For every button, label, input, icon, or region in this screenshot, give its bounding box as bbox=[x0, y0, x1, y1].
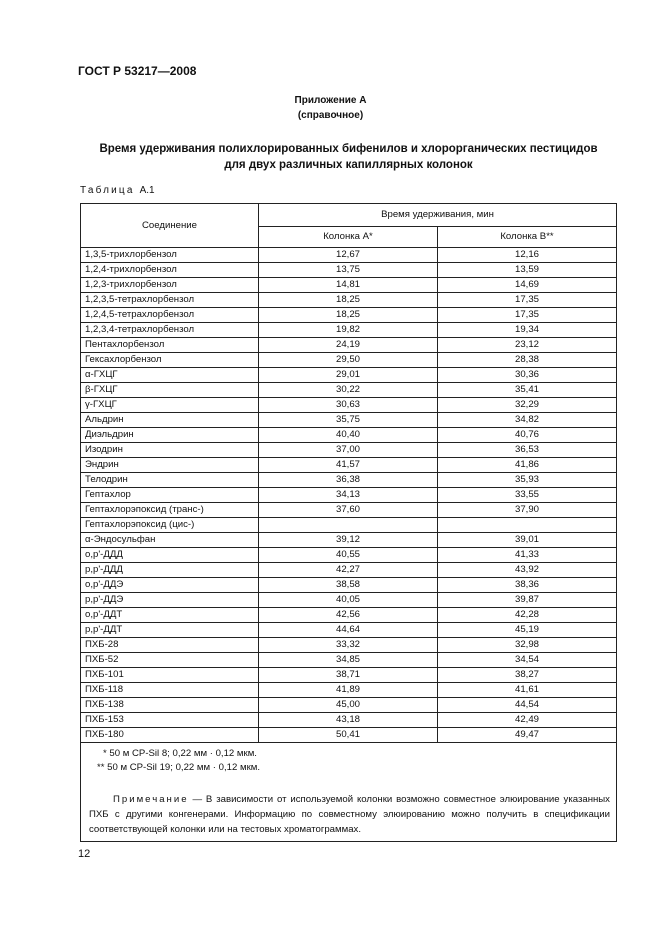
column-b-value: 34,82 bbox=[438, 413, 617, 428]
column-header-retention-time: Время удерживания, мин bbox=[259, 204, 617, 227]
column-b-value: 17,35 bbox=[438, 308, 617, 323]
column-b-value: 38,27 bbox=[438, 668, 617, 683]
table-row bbox=[81, 698, 617, 713]
compound-cell: о,р'-ДДД bbox=[81, 548, 259, 563]
column-b-value: 44,54 bbox=[438, 698, 617, 713]
compound-cell: р,р'-ДДЭ bbox=[81, 593, 259, 608]
column-b-value: 17,35 bbox=[438, 293, 617, 308]
table-row bbox=[81, 668, 617, 683]
column-b-value: 33,55 bbox=[438, 488, 617, 503]
table-label-prefix: Таблица bbox=[80, 185, 135, 196]
table-row bbox=[81, 653, 617, 668]
retention-time-table bbox=[80, 203, 617, 842]
column-a-value bbox=[259, 518, 438, 533]
column-a-value: 35,75 bbox=[259, 413, 438, 428]
column-a-value: 38,58 bbox=[259, 578, 438, 593]
compound-cell: 1,2,3-трихлорбензол bbox=[81, 278, 259, 293]
table-row bbox=[81, 683, 617, 698]
table-body bbox=[81, 248, 617, 743]
column-b-value: 36,53 bbox=[438, 443, 617, 458]
compound-cell: ПХБ-180 bbox=[81, 728, 259, 743]
table-row bbox=[81, 578, 617, 593]
table-row bbox=[81, 638, 617, 653]
table-row bbox=[81, 443, 617, 458]
column-b-value: 39,87 bbox=[438, 593, 617, 608]
table-row bbox=[81, 248, 617, 263]
column-a-value: 41,89 bbox=[259, 683, 438, 698]
compound-cell: ПХБ-101 bbox=[81, 668, 259, 683]
compound-cell: ПХБ-118 bbox=[81, 683, 259, 698]
compound-cell: р,р'-ДДТ bbox=[81, 623, 259, 638]
column-b-value: 42,28 bbox=[438, 608, 617, 623]
column-b-value: 45,19 bbox=[438, 623, 617, 638]
footnote-column-b: ** 50 м CP-Sil 19; 0,22 мм · 0,12 мкм. bbox=[97, 762, 261, 773]
table-row bbox=[81, 368, 617, 383]
compound-cell: 1,3,5-трихлорбензол bbox=[81, 248, 259, 263]
compound-cell: ПХБ-138 bbox=[81, 698, 259, 713]
column-b-value: 41,86 bbox=[438, 458, 617, 473]
column-b-value: 37,90 bbox=[438, 503, 617, 518]
table-row bbox=[81, 323, 617, 338]
compound-cell: Изодрин bbox=[81, 443, 259, 458]
compound-cell: Альдрин bbox=[81, 413, 259, 428]
column-b-value: 23,12 bbox=[438, 338, 617, 353]
compound-cell: р,р'-ДДД bbox=[81, 563, 259, 578]
column-a-value: 44,64 bbox=[259, 623, 438, 638]
column-a-value: 37,00 bbox=[259, 443, 438, 458]
column-a-value: 12,67 bbox=[259, 248, 438, 263]
compound-cell: о,р'-ДДЭ bbox=[81, 578, 259, 593]
column-b-value: 32,29 bbox=[438, 398, 617, 413]
column-a-value: 40,40 bbox=[259, 428, 438, 443]
column-b-value: 14,69 bbox=[438, 278, 617, 293]
table-row bbox=[81, 353, 617, 368]
column-a-value: 24,19 bbox=[259, 338, 438, 353]
compound-cell: Гептахлор bbox=[81, 488, 259, 503]
column-a-value: 30,63 bbox=[259, 398, 438, 413]
column-a-value: 39,12 bbox=[259, 533, 438, 548]
column-a-value: 19,82 bbox=[259, 323, 438, 338]
column-a-value: 14,81 bbox=[259, 278, 438, 293]
compound-cell: 1,2,4-трихлорбензол bbox=[81, 263, 259, 278]
standard-designation: ГОСТ Р 53217—2008 bbox=[78, 64, 197, 78]
compound-cell: Гептахлорэпоксид (цис-) bbox=[81, 518, 259, 533]
column-b-value: 38,36 bbox=[438, 578, 617, 593]
compound-cell: 1,2,4,5-тетрахлорбензол bbox=[81, 308, 259, 323]
column-header-column-a: Колонка А* bbox=[259, 227, 438, 248]
page-number: 12 bbox=[78, 848, 91, 860]
note-text: — В зависимости от используемой колонки возможно совместное элюирование указанных ПХБ с другими конгенерами. Информацию по совместному элюированию можно получить в спецификации соответствующей колонки или на тестовых хроматограммах. bbox=[89, 794, 610, 835]
column-a-value: 43,18 bbox=[259, 713, 438, 728]
column-b-value: 49,47 bbox=[438, 728, 617, 743]
column-header-column-b: Колонка В** bbox=[438, 227, 617, 248]
table-row bbox=[81, 548, 617, 563]
compound-cell: γ-ГХЦГ bbox=[81, 398, 259, 413]
table-footnotes bbox=[81, 743, 617, 842]
compound-cell: ПХБ-153 bbox=[81, 713, 259, 728]
column-b-value: 40,76 bbox=[438, 428, 617, 443]
table-row bbox=[81, 398, 617, 413]
column-b-value: 35,41 bbox=[438, 383, 617, 398]
compound-cell: Гексахлорбензол bbox=[81, 353, 259, 368]
compound-cell: Пентахлорбензол bbox=[81, 338, 259, 353]
column-b-value: 43,92 bbox=[438, 563, 617, 578]
document-title bbox=[80, 141, 617, 173]
table-row bbox=[81, 278, 617, 293]
column-b-value: 34,54 bbox=[438, 653, 617, 668]
column-b-value: 28,38 bbox=[438, 353, 617, 368]
column-a-value: 40,55 bbox=[259, 548, 438, 563]
column-a-value: 36,38 bbox=[259, 473, 438, 488]
column-a-value: 30,22 bbox=[259, 383, 438, 398]
table-row bbox=[81, 473, 617, 488]
column-b-value bbox=[438, 518, 617, 533]
annex-status: (справочное) bbox=[297, 110, 364, 121]
column-a-value: 42,56 bbox=[259, 608, 438, 623]
table-label bbox=[80, 185, 155, 196]
column-a-value: 42,27 bbox=[259, 563, 438, 578]
column-a-value: 29,01 bbox=[259, 368, 438, 383]
table-row bbox=[81, 488, 617, 503]
annex-title: Приложение А bbox=[294, 95, 367, 106]
compound-cell: 1,2,3,5-тетрахлорбензол bbox=[81, 293, 259, 308]
column-a-value: 29,50 bbox=[259, 353, 438, 368]
column-a-value: 13,75 bbox=[259, 263, 438, 278]
table-row bbox=[81, 293, 617, 308]
compound-cell: α-ГХЦГ bbox=[81, 368, 259, 383]
document-title-line-2: для двух различных капиллярных колонок bbox=[224, 159, 473, 171]
table-label-number: А.1 bbox=[139, 185, 155, 196]
table-row bbox=[81, 308, 617, 323]
column-b-value: 42,49 bbox=[438, 713, 617, 728]
column-b-value: 41,61 bbox=[438, 683, 617, 698]
compound-cell: β-ГХЦГ bbox=[81, 383, 259, 398]
compound-cell: Гептахлорэпоксид (транс-) bbox=[81, 503, 259, 518]
table-row bbox=[81, 413, 617, 428]
compound-cell: Эндрин bbox=[81, 458, 259, 473]
column-a-value: 37,60 bbox=[259, 503, 438, 518]
column-a-value: 18,25 bbox=[259, 293, 438, 308]
column-a-value: 40,05 bbox=[259, 593, 438, 608]
column-b-value: 39,01 bbox=[438, 533, 617, 548]
compound-cell: α-Эндосульфан bbox=[81, 533, 259, 548]
footnote-column-a: * 50 м CP-Sil 8; 0,22 мм · 0,12 мкм. bbox=[103, 748, 257, 759]
compound-cell: ПХБ-52 bbox=[81, 653, 259, 668]
column-b-value: 19,34 bbox=[438, 323, 617, 338]
column-a-value: 33,32 bbox=[259, 638, 438, 653]
compound-cell: 1,2,3,4-тетрахлорбензол bbox=[81, 323, 259, 338]
table-row bbox=[81, 503, 617, 518]
column-header-compound: Соединение bbox=[81, 204, 259, 248]
table-row bbox=[81, 338, 617, 353]
document-title-line-1: Время удерживания полихлорированных бифенилов и хлорорганических пестицидов bbox=[99, 143, 598, 155]
column-a-value: 18,25 bbox=[259, 308, 438, 323]
column-a-value: 41,57 bbox=[259, 458, 438, 473]
table-row bbox=[81, 593, 617, 608]
column-a-value: 38,71 bbox=[259, 668, 438, 683]
table-row bbox=[81, 428, 617, 443]
table-note bbox=[89, 792, 610, 837]
column-a-value: 45,00 bbox=[259, 698, 438, 713]
column-b-value: 30,36 bbox=[438, 368, 617, 383]
column-a-value: 34,85 bbox=[259, 653, 438, 668]
table-row bbox=[81, 608, 617, 623]
column-b-value: 13,59 bbox=[438, 263, 617, 278]
table-row bbox=[81, 563, 617, 578]
table-row bbox=[81, 728, 617, 743]
table-row bbox=[81, 383, 617, 398]
table-row bbox=[81, 533, 617, 548]
note-label: Примечание bbox=[113, 794, 189, 805]
compound-cell: о,р'-ДДТ bbox=[81, 608, 259, 623]
column-b-value: 41,33 bbox=[438, 548, 617, 563]
compound-cell: Диэльдрин bbox=[81, 428, 259, 443]
column-b-value: 12,16 bbox=[438, 248, 617, 263]
table-row bbox=[81, 263, 617, 278]
table-row bbox=[81, 713, 617, 728]
table-row bbox=[81, 458, 617, 473]
table-row bbox=[81, 518, 617, 533]
column-b-value: 32,98 bbox=[438, 638, 617, 653]
column-b-value: 35,93 bbox=[438, 473, 617, 488]
table-row bbox=[81, 623, 617, 638]
compound-cell: ПХБ-28 bbox=[81, 638, 259, 653]
compound-cell: Телодрин bbox=[81, 473, 259, 488]
column-a-value: 50,41 bbox=[259, 728, 438, 743]
column-a-value: 34,13 bbox=[259, 488, 438, 503]
